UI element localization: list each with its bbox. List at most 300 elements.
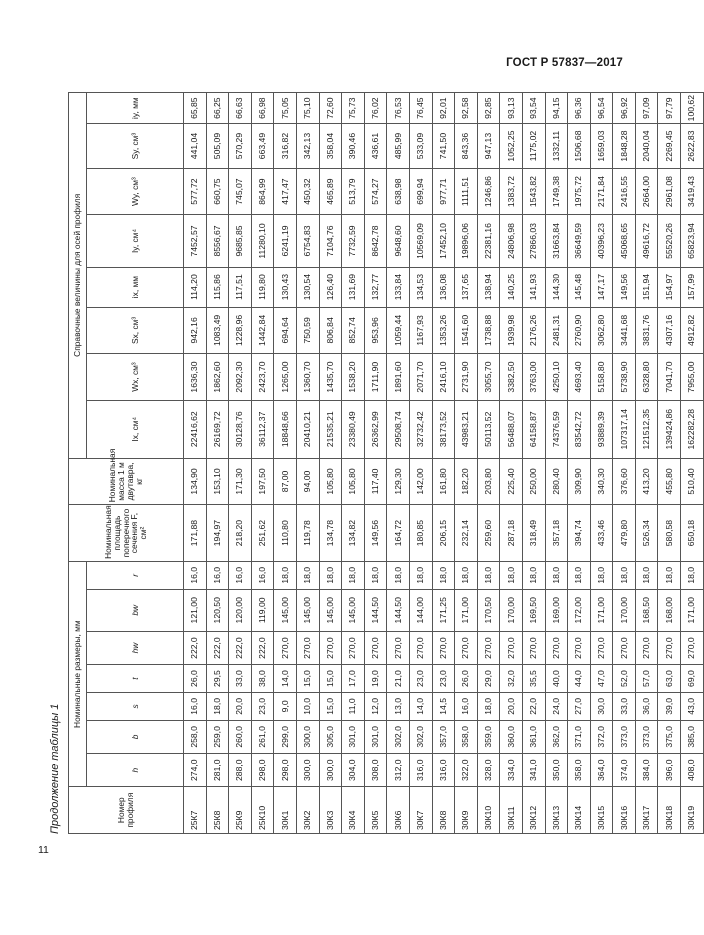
table-cell: 341,0 — [522, 754, 545, 787]
table-cell: 309,90 — [568, 458, 591, 505]
table-cell: 232,14 — [455, 505, 478, 562]
table-cell: 119,80 — [251, 267, 274, 307]
table-cell: 574,27 — [364, 168, 387, 215]
table-cell: 18,0 — [364, 561, 387, 589]
table-cell: 16,0 — [184, 692, 207, 720]
table-cell: 10,0 — [296, 692, 319, 720]
table-cell: 26,0 — [184, 665, 207, 693]
table-cell: 1111,51 — [455, 168, 478, 215]
table-cell: 115,86 — [206, 267, 229, 307]
table-cell: 4912,82 — [681, 307, 704, 354]
table-row — [342, 93, 365, 834]
table-cell: 1659,03 — [590, 124, 613, 168]
table-cell: 16,0 — [206, 561, 229, 589]
table-cell: 2269,45 — [658, 124, 681, 168]
table-cell: 374,0 — [613, 754, 636, 787]
table-cell: 40396,23 — [590, 215, 613, 267]
table-cell: 222,0 — [229, 631, 252, 664]
table-cell: 1059,44 — [387, 307, 410, 354]
profile-number-cell: 30К12 — [522, 787, 545, 834]
table-cell: 479,80 — [613, 505, 636, 562]
table-cell: 74376,59 — [545, 400, 568, 458]
table-cell: 29,0 — [477, 665, 500, 693]
table-cell: 316,0 — [432, 754, 455, 787]
table-cell: 11,0 — [342, 692, 365, 720]
table-cell: 18,0 — [409, 561, 432, 589]
table-cell: 151,94 — [635, 267, 658, 307]
profile-number-cell: 30К13 — [545, 787, 568, 834]
table-cell: 182,20 — [455, 458, 478, 505]
table-cell: 222,0 — [184, 631, 207, 664]
table-cell: 18,0 — [613, 561, 636, 589]
table-cell: 55520,26 — [658, 215, 681, 267]
table-row — [658, 93, 681, 834]
col-iy-inertia: Iy, см⁴ — [87, 215, 184, 267]
table-cell: 357,0 — [432, 720, 455, 753]
table-cell: 144,50 — [387, 589, 410, 631]
profile-number-cell: 30К4 — [342, 787, 365, 834]
table-cell: 92,01 — [432, 93, 455, 124]
col-wx: Wx, см³ — [87, 354, 184, 401]
col-mass: Номинальная масса 1 м двутавра, кг — [69, 458, 184, 505]
profile-number-cell: 30К16 — [613, 787, 636, 834]
table-cell: 305,0 — [319, 720, 342, 753]
table-cell: 852,74 — [342, 307, 365, 354]
table-cell: 7452,57 — [184, 215, 207, 267]
table-cell: 35,5 — [522, 665, 545, 693]
col-ix-radius: ix, мм — [87, 267, 184, 307]
table-cell: 149,56 — [613, 267, 636, 307]
table-cell: 66,25 — [206, 93, 229, 124]
table-cell: 1175,02 — [522, 124, 545, 168]
table-cell: 130,43 — [274, 267, 297, 307]
table-cell: 1848,28 — [613, 124, 636, 168]
table-cell: 76,45 — [409, 93, 432, 124]
table-cell: 121,00 — [184, 589, 207, 631]
table-cell: 33,0 — [229, 665, 252, 693]
table-cell: 288,0 — [229, 754, 252, 787]
table-cell: 373,0 — [635, 720, 658, 753]
table-cell: 3441,68 — [613, 307, 636, 354]
table-row — [184, 93, 207, 834]
table-cell: 218,20 — [229, 505, 252, 562]
table-cell: 137,65 — [455, 267, 478, 307]
table-cell: 390,46 — [342, 124, 365, 168]
table-cell: 134,90 — [184, 458, 207, 505]
table-cell: 455,80 — [658, 458, 681, 505]
table-row — [568, 93, 591, 834]
table-cell: 2961,08 — [658, 168, 681, 215]
profile-number-cell: 25К10 — [251, 787, 274, 834]
table-cell: 134,78 — [319, 505, 342, 562]
table-cell: 358,0 — [568, 754, 591, 787]
table-cell: 2171,84 — [590, 168, 613, 215]
table-cell: 21,0 — [387, 665, 410, 693]
table-cell: 140,25 — [500, 267, 523, 307]
table-cell: 23,0 — [409, 665, 432, 693]
table-cell: 18,0 — [455, 561, 478, 589]
table-cell: 299,0 — [274, 720, 297, 753]
table-cell: 270,0 — [319, 631, 342, 664]
table-cell: 1711,90 — [364, 354, 387, 401]
table-cell: 19,0 — [364, 665, 387, 693]
table-cell: 24806,98 — [500, 215, 523, 267]
table-cell: 154,97 — [658, 267, 681, 307]
table-cell: 43,0 — [681, 692, 704, 720]
table-cell: 436,61 — [364, 124, 387, 168]
table-cell: 76,02 — [364, 93, 387, 124]
table-cell: 2664,00 — [635, 168, 658, 215]
table-row — [681, 93, 704, 834]
table-cell: 14,0 — [274, 665, 297, 693]
table-cell: 162282,28 — [681, 400, 704, 458]
table-cell: 433,46 — [590, 505, 613, 562]
table-cell: 18,0 — [296, 561, 319, 589]
table-cell: 2416,10 — [432, 354, 455, 401]
table-cell: 308,0 — [364, 754, 387, 787]
table-row — [229, 93, 252, 834]
table-cell: 26169,72 — [206, 400, 229, 458]
table-cell: 699,94 — [409, 168, 432, 215]
table-cell: 270,0 — [364, 631, 387, 664]
table-cell: 2760,90 — [568, 307, 591, 354]
col-wy: Wy, см³ — [87, 168, 184, 215]
table-cell: 450,32 — [296, 168, 319, 215]
table-row — [364, 93, 387, 834]
table-cell: 16,0 — [455, 692, 478, 720]
table-cell: 45068,65 — [613, 215, 636, 267]
table-cell: 18,0 — [545, 561, 568, 589]
table-cell: 24,0 — [545, 692, 568, 720]
table-cell: 270,0 — [342, 631, 365, 664]
table-cell: 31663,84 — [545, 215, 568, 267]
table-cell: 14,0 — [409, 692, 432, 720]
table-cell: 1332,11 — [545, 124, 568, 168]
table-cell: 105,80 — [319, 458, 342, 505]
table-cell: 197,50 — [251, 458, 274, 505]
table-cell: 505,09 — [206, 124, 229, 168]
table-cell: 145,48 — [568, 267, 591, 307]
table-cell: 172,00 — [568, 589, 591, 631]
table-cell: 168,50 — [635, 589, 658, 631]
table-cell: 22381,16 — [477, 215, 500, 267]
table-cell: 408,0 — [681, 754, 704, 787]
table-cell: 287,18 — [500, 505, 523, 562]
table-cell: 92,58 — [455, 93, 478, 124]
table-cell: 298,0 — [251, 754, 274, 787]
table-cell: 18848,66 — [274, 400, 297, 458]
table-cell: 65823,94 — [681, 215, 704, 267]
table-cell: 2092,30 — [229, 354, 252, 401]
profile-number-cell: 30К5 — [364, 787, 387, 834]
table-cell: 131,69 — [342, 267, 365, 307]
table-cell: 14,5 — [432, 692, 455, 720]
table-cell: 312,0 — [387, 754, 410, 787]
table-cell: 18,0 — [206, 692, 229, 720]
col-ix-inertia: Ix, см⁴ — [87, 400, 184, 458]
table-cell: 18,0 — [635, 561, 658, 589]
table-cell: 300,0 — [296, 754, 319, 787]
table-cell: 169,50 — [522, 589, 545, 631]
table-cell: 8556,67 — [206, 215, 229, 267]
table-cell: 376,60 — [613, 458, 636, 505]
table-cell: 18,0 — [658, 561, 681, 589]
table-cell: 270,0 — [455, 631, 478, 664]
table-row — [432, 93, 455, 834]
table-cell: 259,0 — [206, 720, 229, 753]
table-cell: 342,13 — [296, 124, 319, 168]
table-cell: 72,60 — [319, 93, 342, 124]
table-cell: 375,0 — [658, 720, 681, 753]
table-cell: 92,85 — [477, 93, 500, 124]
table-cell: 864,99 — [251, 168, 274, 215]
table-cell: 97,79 — [658, 93, 681, 124]
col-t: t — [87, 665, 184, 693]
table-cell: 18,0 — [319, 561, 342, 589]
table-cell: 63,0 — [658, 665, 681, 693]
table-cell: 93,54 — [522, 93, 545, 124]
profile-number-cell: 30К9 — [455, 787, 478, 834]
table-cell: 1506,68 — [568, 124, 591, 168]
table-cell: 358,0 — [455, 720, 478, 753]
table-cell: 357,18 — [545, 505, 568, 562]
table-cell: 50113,52 — [477, 400, 500, 458]
table-cell: 270,0 — [658, 631, 681, 664]
table-cell: 1442,84 — [251, 307, 274, 354]
profile-number-cell: 30К7 — [409, 787, 432, 834]
table-cell: 270,0 — [296, 631, 319, 664]
table-cell: 93,13 — [500, 93, 523, 124]
table-cell: 94,15 — [545, 93, 568, 124]
table-cell: 18,0 — [387, 561, 410, 589]
table-cell: 20,0 — [500, 692, 523, 720]
table-cell: 3831,76 — [635, 307, 658, 354]
col-s: s — [87, 692, 184, 720]
table-cell: 359,0 — [477, 720, 500, 753]
profile-number-cell: 30К2 — [296, 787, 319, 834]
table-cell: 465,89 — [319, 168, 342, 215]
table-cell: 120,50 — [206, 589, 229, 631]
table-cell: 153,10 — [206, 458, 229, 505]
table-cell: 350,0 — [545, 754, 568, 787]
table-cell: 373,0 — [613, 720, 636, 753]
table-cell: 169,00 — [545, 589, 568, 631]
table-cell: 144,30 — [545, 267, 568, 307]
table-cell: 117,51 — [229, 267, 252, 307]
table-cell: 107317,14 — [613, 400, 636, 458]
table-cell: 300,0 — [319, 754, 342, 787]
table-cell: 1636,30 — [184, 354, 207, 401]
table-cell: 1975,72 — [568, 168, 591, 215]
table-cell: 318,49 — [522, 505, 545, 562]
table-cell: 21535,21 — [319, 400, 342, 458]
table-cell: 18,0 — [568, 561, 591, 589]
table-cell: 119,00 — [251, 589, 274, 631]
profile-number-cell: 30К15 — [590, 787, 613, 834]
table-cell: 362,0 — [545, 720, 568, 753]
table-cell: 18,0 — [522, 561, 545, 589]
table-cell: 144,00 — [409, 589, 432, 631]
table-cell: 194,97 — [206, 505, 229, 562]
table-row — [613, 93, 636, 834]
profile-number-cell: 30К11 — [500, 787, 523, 834]
table-cell: 1543,82 — [522, 168, 545, 215]
table-cell: 171,88 — [184, 505, 207, 562]
table-cell: 270,0 — [681, 631, 704, 664]
profile-number-cell: 30К17 — [635, 787, 658, 834]
table-cell: 39,0 — [658, 692, 681, 720]
table-cell: 650,18 — [681, 505, 704, 562]
table-cell: 22416,62 — [184, 400, 207, 458]
table-cell: 18,0 — [500, 561, 523, 589]
table-cell: 110,80 — [274, 505, 297, 562]
table-cell: 3055,70 — [477, 354, 500, 401]
table-cell: 149,56 — [364, 505, 387, 562]
table-row — [409, 93, 432, 834]
table-cell: 638,98 — [387, 168, 410, 215]
table-cell: 806,84 — [319, 307, 342, 354]
table-cell: 510,40 — [681, 458, 704, 505]
table-cell: 75,10 — [296, 93, 319, 124]
table-row — [206, 93, 229, 834]
table-cell: 977,71 — [432, 168, 455, 215]
table-cell: 23,0 — [432, 665, 455, 693]
table-cell: 340,30 — [590, 458, 613, 505]
table-row — [455, 93, 478, 834]
table-row — [522, 93, 545, 834]
table-cell: 142,00 — [409, 458, 432, 505]
table-cell: 16,0 — [184, 561, 207, 589]
table-cell: 270,0 — [477, 631, 500, 664]
table-cell: 180,85 — [409, 505, 432, 562]
standard-designation: ГОСТ Р 57837—2017 — [506, 57, 623, 69]
table-row — [274, 93, 297, 834]
table-cell: 144,50 — [364, 589, 387, 631]
col-sy: Sy, см³ — [87, 124, 184, 168]
table-cell: 251,62 — [251, 505, 274, 562]
table-cell: 663,49 — [251, 124, 274, 168]
table-cell: 1749,38 — [545, 168, 568, 215]
table-cell: 298,0 — [274, 754, 297, 787]
table-row — [545, 93, 568, 834]
table-cell: 2071,70 — [409, 354, 432, 401]
table-cell: 570,29 — [229, 124, 252, 168]
table-cell: 413,20 — [635, 458, 658, 505]
table-cell: 2481,31 — [545, 307, 568, 354]
table-cell: 168,00 — [658, 589, 681, 631]
table-cell: 141,93 — [522, 267, 545, 307]
table-cell: 300,0 — [296, 720, 319, 753]
table-cell: 250,00 — [522, 458, 545, 505]
table-cell: 75,73 — [342, 93, 365, 124]
table-cell: 171,00 — [681, 589, 704, 631]
table-cell: 33,0 — [613, 692, 636, 720]
table-cell: 270,0 — [500, 631, 523, 664]
table-cell: 533,09 — [409, 124, 432, 168]
table-cell: 7041,70 — [658, 354, 681, 401]
table-cell: 270,0 — [274, 631, 297, 664]
table-cell: 13,0 — [387, 692, 410, 720]
table-cell: 385,0 — [681, 720, 704, 753]
table-row — [635, 93, 658, 834]
table-cell: 2176,26 — [522, 307, 545, 354]
table-cell: 694,64 — [274, 307, 297, 354]
table-cell: 32,0 — [500, 665, 523, 693]
table-cell: 171,25 — [432, 589, 455, 631]
profile-number-cell: 25К9 — [229, 787, 252, 834]
table-cell: 36,0 — [635, 692, 658, 720]
profile-number-cell: 30К18 — [658, 787, 681, 834]
table-cell: 145,00 — [342, 589, 365, 631]
table-cell: 360,0 — [500, 720, 523, 753]
table-cell: 9648,60 — [387, 215, 410, 267]
table-cell: 3763,00 — [522, 354, 545, 401]
col-area: Номинальная площадь поперечного сечения F, см² — [69, 505, 184, 562]
col-iy-radius: iy, мм — [87, 93, 184, 124]
table-cell: 65,85 — [184, 93, 207, 124]
table-cell: 206,15 — [432, 505, 455, 562]
table-cell: 4693,40 — [568, 354, 591, 401]
table-cell: 7955,00 — [681, 354, 704, 401]
table-cell: 18,0 — [681, 561, 704, 589]
table-cell: 132,77 — [364, 267, 387, 307]
table-cell: 6241,19 — [274, 215, 297, 267]
table-cell: 270,0 — [522, 631, 545, 664]
table-cell: 2423,70 — [251, 354, 274, 401]
table-cell: 69,0 — [681, 665, 704, 693]
profile-number-cell: 25К7 — [184, 787, 207, 834]
table-cell: 121512,35 — [635, 400, 658, 458]
table-cell: 56488,07 — [500, 400, 523, 458]
table-cell: 1541,60 — [455, 307, 478, 354]
table-cell: 145,00 — [296, 589, 319, 631]
table-cell: 120,00 — [229, 589, 252, 631]
table-cell: 23,0 — [251, 692, 274, 720]
table-cell: 161,80 — [432, 458, 455, 505]
table-cell: 334,0 — [500, 754, 523, 787]
table-cell: 258,0 — [184, 720, 207, 753]
table-cell: 16,0 — [229, 561, 252, 589]
table-cell: 133,84 — [387, 267, 410, 307]
table-cell: 372,0 — [590, 720, 613, 753]
table-cell: 157,99 — [681, 267, 704, 307]
table-cell: 1353,26 — [432, 307, 455, 354]
table-cell: 9,0 — [274, 692, 297, 720]
table-cell: 10569,09 — [409, 215, 432, 267]
table-cell: 36112,37 — [251, 400, 274, 458]
table-cell: 7732,59 — [342, 215, 365, 267]
table-cell: 164,72 — [387, 505, 410, 562]
table-cell: 18,0 — [590, 561, 613, 589]
table-cell: 947,13 — [477, 124, 500, 168]
table-cell: 96,92 — [613, 93, 636, 124]
table-cell: 76,53 — [387, 93, 410, 124]
table-cell: 100,62 — [681, 93, 704, 124]
table-cell: 526,34 — [635, 505, 658, 562]
profile-number-cell: 30К19 — [681, 787, 704, 834]
profile-number-cell: 30К14 — [568, 787, 591, 834]
table-cell: 117,40 — [364, 458, 387, 505]
table-cell: 3419,43 — [681, 168, 704, 215]
table-cell: 260,0 — [229, 720, 252, 753]
table-cell: 5158,80 — [590, 354, 613, 401]
table-cell: 417,47 — [274, 168, 297, 215]
table-cell: 953,96 — [364, 307, 387, 354]
table-cell: 358,04 — [319, 124, 342, 168]
table-cell: 203,80 — [477, 458, 500, 505]
table-cell: 119,78 — [296, 505, 319, 562]
table-cell: 1167,93 — [409, 307, 432, 354]
